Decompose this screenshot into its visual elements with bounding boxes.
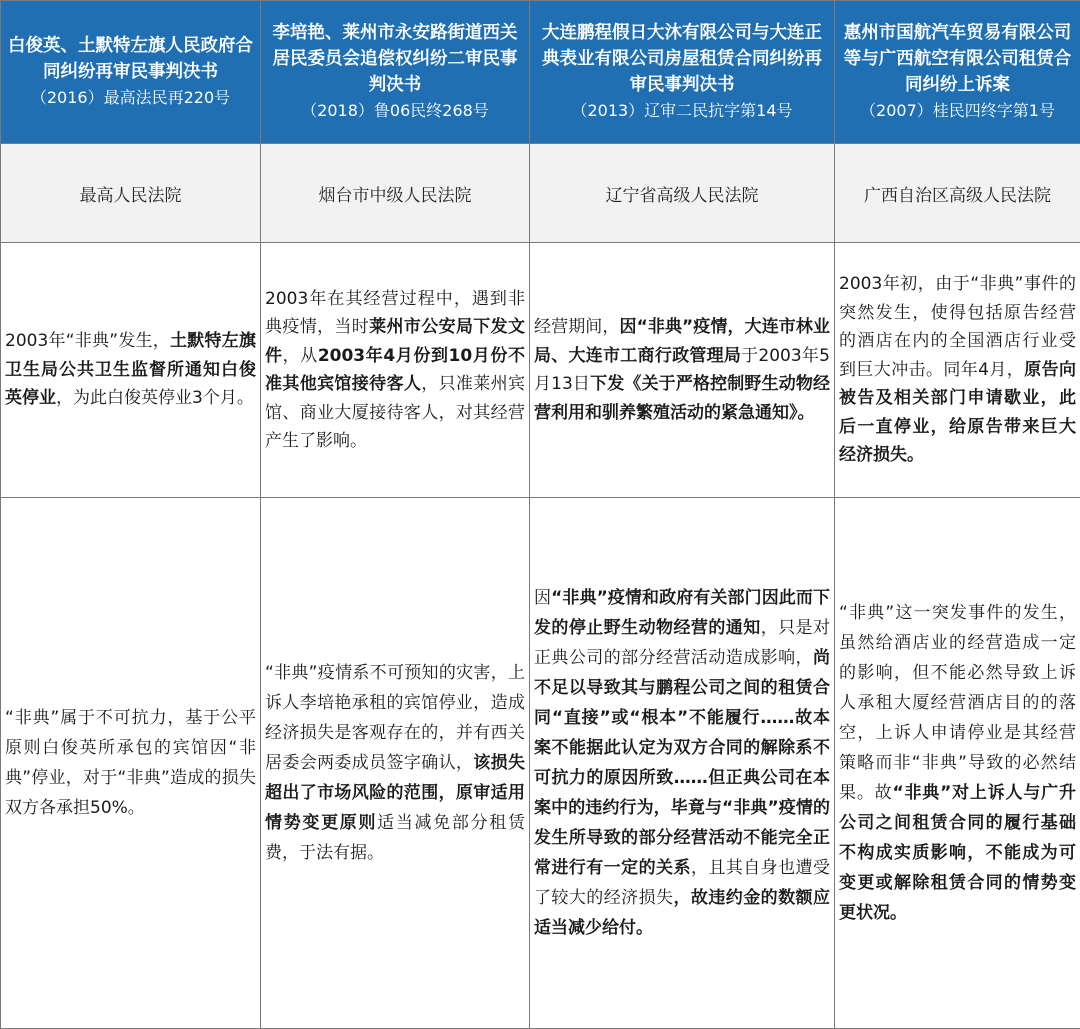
court-name: 烟台市中级人民法院 (261, 144, 530, 243)
text-segment: 2003年初，由于“非典”事件的突然发生，使得包括原告经营的酒店在内的全国酒店行业受到巨大冲击。同年4月， (839, 274, 1076, 380)
court-ruling (1, 498, 261, 1029)
case-facts (835, 243, 1080, 498)
text-segment: ，为此白俊英停业3个月。 (56, 388, 254, 408)
text-segment: ，且其自身也遭受了较大的经济损失 (534, 858, 830, 908)
case-number: （2018）鲁06民终268号 (265, 98, 525, 124)
case-number: （2007）桂民四终字第1号 (839, 98, 1076, 124)
case-title: 大连鹏程假日大沐有限公司与大连正典表业有限公司房屋租赁合同纠纷再审民事判决书 (542, 23, 822, 95)
bold-text-segment: 该损失超出了市场风险的范围，原审适用情势变更原则 (265, 753, 525, 833)
case-header-row (1, 1, 1080, 144)
bold-text-segment: 原告向被告及相关部门申请歇业，此后一直停业，给原告带来巨大经济损失。 (839, 360, 1076, 466)
case-header-cell (835, 1, 1080, 144)
court-ruling (835, 498, 1080, 1029)
case-facts (261, 243, 530, 498)
bold-text-segment: 2003年4月份到10月份不准其他宾馆接待客人 (265, 346, 525, 395)
case-title: 惠州市国航汽车贸易有限公司等与广西航空有限公司租赁合同纠纷上诉案 (844, 23, 1072, 95)
court-name: 广西自治区高级人民法院 (835, 144, 1080, 243)
case-title: 李培艳、莱州市永安路街道西关居民委员会追偿权纠纷二审民事判决书 (273, 23, 518, 95)
court-name: 最高人民法院 (1, 144, 261, 243)
text-segment: 因 (534, 588, 551, 608)
case-title: 白俊英、土默特左旗人民政府合同纠纷再审民事判决书 (8, 36, 253, 82)
case-facts (530, 243, 835, 498)
text-segment: “非典”属于不可抗力，基于公平原则白俊英所承包的宾馆因“非典”停业，对于“非典”造成的损失双方各承担50%。 (5, 708, 256, 818)
court-row (1, 144, 1080, 243)
case-number: （2016）最高法民再220号 (5, 85, 256, 111)
bold-text-segment: ，故违约金的数额应适当减少给付。 (534, 888, 830, 938)
court-name: 辽宁省高级人民法院 (530, 144, 835, 243)
text-segment: 经营期间， (534, 317, 619, 337)
text-segment: “非典”这一突发事件的发生，虽然给酒店业的经营造成一定的影响，但不能必然导致上诉人承租大厦经营酒店目的的落空，上诉人申请停业是其经营策略而非“非典”导致的必然结果。故 (839, 603, 1076, 803)
bold-text-segment: 下发《关于严格控制野生动物经营利用和驯养繁殖活动的紧急通知》。 (534, 374, 830, 423)
bold-text-segment: 土默特左旗卫生局公共卫生监督所通知白俊英停业 (5, 331, 256, 408)
text-segment: 于2003年5月13日 (534, 346, 830, 395)
case-header-cell (1, 1, 261, 144)
case-number: （2013）辽审二民抗字第14号 (534, 98, 830, 124)
ruling-row (1, 498, 1080, 1029)
text-segment: ，从 (283, 346, 318, 366)
text-segment: ，只准莱州宾馆、商业大厦接待客人，对其经营产生了影响。 (265, 374, 525, 451)
case-header-cell (261, 1, 530, 144)
bold-text-segment: 因“非典”疫情，大连市林业局、大连市工商行政管理局 (534, 317, 830, 366)
text-segment: 适当减免部分租赁费，于法有据。 (265, 813, 525, 863)
facts-row (1, 243, 1080, 498)
bold-text-segment: “非典”疫情和政府有关部门因此而下发的停止野生动物经营的通知 (534, 588, 830, 638)
court-ruling (261, 498, 530, 1029)
text-segment: ，只是对正典公司的部分经营活动造成影响， (534, 618, 830, 668)
case-header-cell (530, 1, 835, 144)
bold-text-segment: 莱州市公安局下发文件 (265, 317, 525, 366)
text-segment: 2003年“非典”发生， (5, 331, 170, 351)
case-facts (1, 243, 261, 498)
text-segment: “非典”疫情系不可预知的灾害，上诉人李培艳承租的宾馆停业，造成经济损失是客观存在的，并有西关居委会两委成员签字确认， (265, 663, 525, 773)
court-ruling (530, 498, 835, 1029)
text-segment: 2003年在其经营过程中，遇到非典疫情，当时 (265, 289, 525, 338)
bold-text-segment: 尚不足以导致其与鹏程公司之间的租赁合同“直接”或“根本”不能履行……故本案不能据此认定为双方合同的解除系不可抗力的原因所致……但正典公司在本案中的违约行为，毕竟与“非典”疫情的发生所导致的部分经营活动不能完全正常进行有一定的关系 (534, 648, 830, 878)
bold-text-segment: “非典”对上诉人与广升公司之间租赁合同的履行基础不构成实质影响，不能成为可变更或解除租赁合同的情势变更状况。 (839, 783, 1076, 923)
